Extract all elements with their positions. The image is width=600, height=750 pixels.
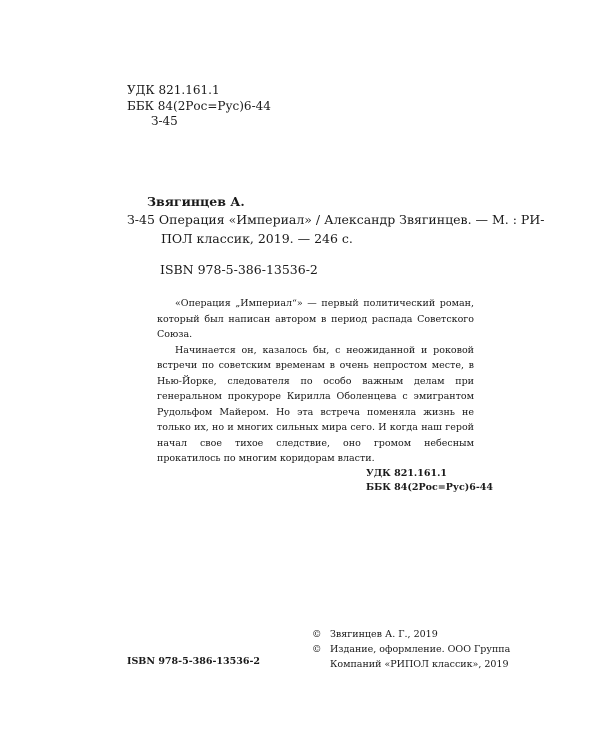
author-mark-inline: З-45 <box>127 212 155 227</box>
annotation-paragraph-2: Начинается он, казалось бы, с неожиданной и роковой встречи по советским временам в очень непростом месте, в Нью-Йорке, следователя по особо важным делам при генеральном прокуроре Кирилла Оболенцева с эмигрантом Рудольфом Майером. Но эта встреча поменяла жизнь не только их, но и многих сильных мира сего. И когда наш герой начал свое тихое следствие, оно громом небесным прокатилось по многим коридорам власти. <box>157 344 474 464</box>
author-mark: З-45 <box>151 114 178 128</box>
copyright-line-2 <box>312 642 510 657</box>
bbk-code: ББК 84(2Рос=Рус)6-44 <box>127 98 271 113</box>
copyright-author: Звягинцев А. Г., 2019 <box>330 629 438 640</box>
isbn-bottom: ISBN 978-5-386-13536-2 <box>127 656 261 667</box>
copyright-line-3: Компаний «РИПОЛ классик», 2019 <box>330 659 509 670</box>
bottom-codes <box>366 467 493 495</box>
title-line-1: Операция «Империал» / Александр Звягинцев. — М. : РИ- <box>158 212 545 227</box>
copyright-line-1 <box>312 627 510 642</box>
author-heading: Звягинцев А. <box>147 194 245 209</box>
bottom-udk-code: УДК 821.161.1 <box>366 468 447 479</box>
top-codes <box>127 83 271 130</box>
udk-code: УДК 821.161.1 <box>127 83 220 97</box>
annotation <box>157 296 474 467</box>
copyright-publisher: Издание, оформление. ООО Группа <box>330 644 511 655</box>
annotation-paragraph-1: «Операция „Империал“» — первый политический роман, который был написан автором в период распада Советского Союза. <box>157 298 474 340</box>
copyright-symbol: © <box>312 629 322 640</box>
bibliographic-record <box>127 210 544 248</box>
bibliographic-line-1 <box>127 210 544 229</box>
title-line-2: ПОЛ классик, 2019. — 246 с. <box>161 231 353 246</box>
copyright-block <box>312 627 510 672</box>
copyright-symbol-2: © <box>312 644 322 655</box>
bottom-bbk-code: ББК 84(2Рос=Рус)6-44 <box>366 482 494 493</box>
isbn-main: ISBN 978-5-386-13536-2 <box>160 262 318 277</box>
